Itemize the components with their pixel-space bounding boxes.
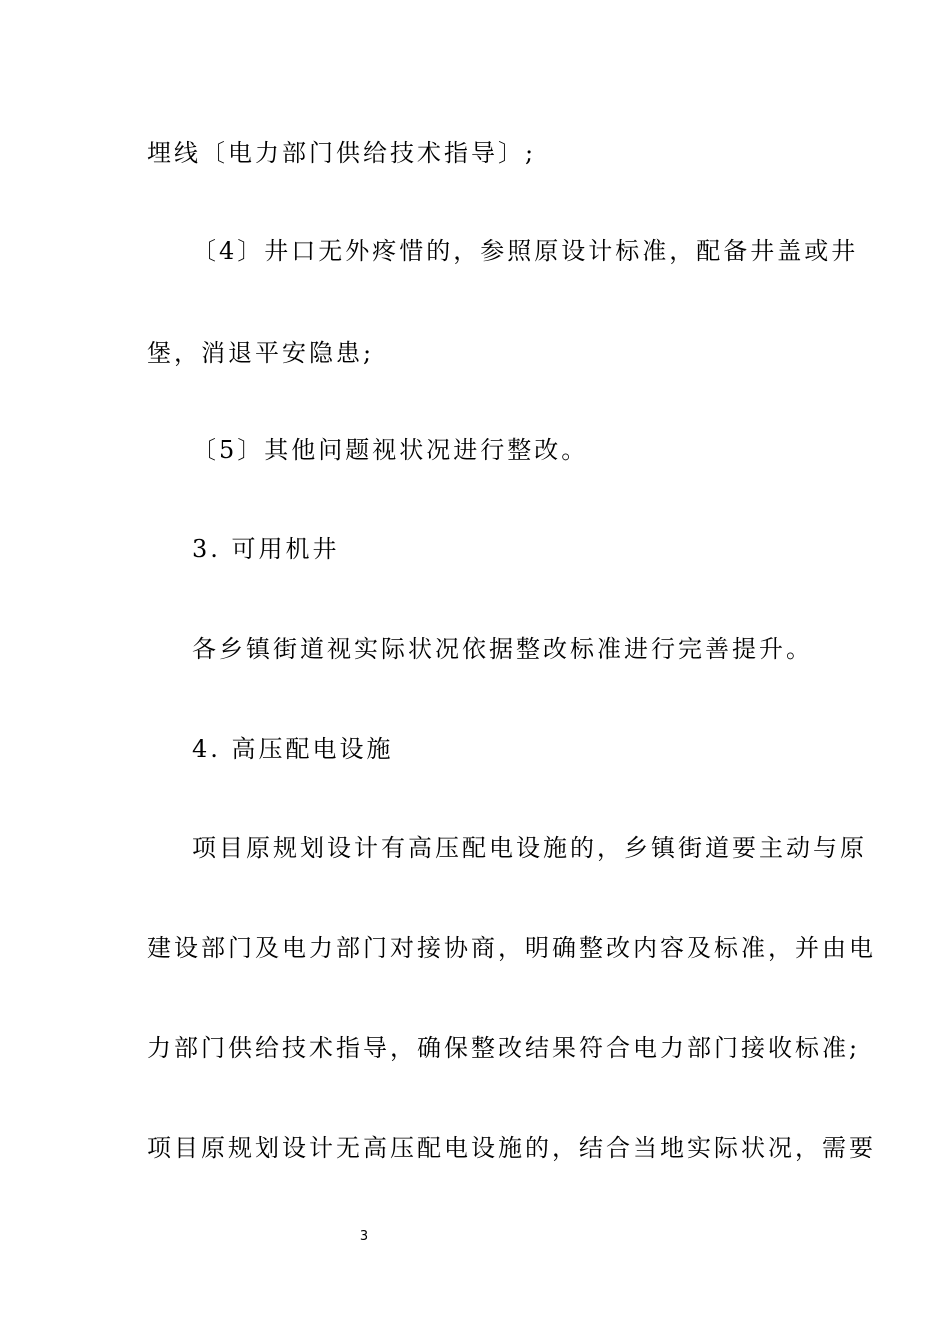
text-line-9: 建设部门及电力部门对接协商，明确整改内容及标准，并由电 xyxy=(147,934,876,962)
section-heading-4: 4. 高压配电设施 xyxy=(192,735,394,763)
text-line-4: 〔5〕其他问题视状况进行整改。 xyxy=(192,436,589,464)
text-line-2: 〔4〕井口无外疼惜的，参照原设计标准，配备井盖或井 xyxy=(192,237,859,265)
page-number: 3 xyxy=(359,1229,369,1244)
text-line-6: 各乡镇街道视实际状况依据整改标准进行完善提升。 xyxy=(192,635,813,663)
text-line-1: 埋线〔电力部门供给技术指导〕; xyxy=(147,139,537,167)
text-line-3: 堡，消退平安隐患; xyxy=(147,339,375,367)
text-line-11: 项目原规划设计无高压配电设施的，结合当地实际状况，需要 xyxy=(147,1134,876,1162)
text-line-8: 项目原规划设计有高压配电设施的，乡镇街道要主动与原 xyxy=(192,834,867,862)
section-heading-3: 3. 可用机井 xyxy=(192,535,340,563)
text-line-10: 力部门供给技术指导，确保整改结果符合电力部门接收标准; xyxy=(147,1034,861,1062)
